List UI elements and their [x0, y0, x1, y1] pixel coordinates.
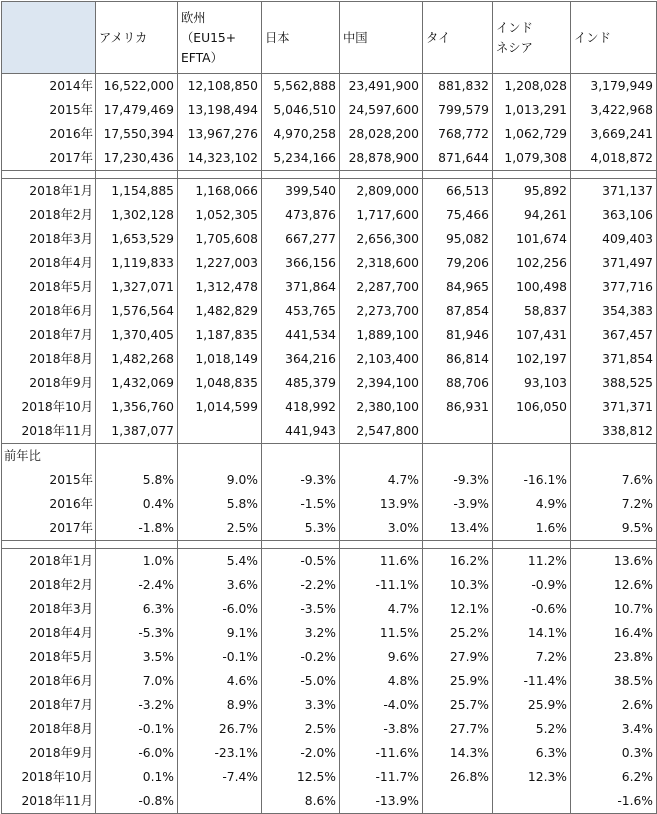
data-cell: 881,832: [423, 74, 493, 99]
yoy-monthly-row: [2, 573, 657, 597]
data-cell: 5,234,166: [262, 146, 340, 171]
yoy-monthly-row: [2, 645, 657, 669]
spacer-cell: [493, 541, 571, 549]
data-cell: 4.6%: [178, 669, 262, 693]
spacer-cell: [262, 541, 340, 549]
row-label: 2018年2月: [2, 573, 96, 597]
row-label: 2018年2月: [2, 203, 96, 227]
data-cell: 7.2%: [571, 492, 657, 516]
data-cell: 1,014,599: [178, 395, 262, 419]
data-cell: 1,013,291: [493, 98, 571, 122]
data-cell: 106,050: [493, 395, 571, 419]
data-cell: 3,669,241: [571, 122, 657, 146]
data-cell: -2.2%: [262, 573, 340, 597]
row-label: 2018年10月: [2, 395, 96, 419]
data-cell: 28,028,200: [340, 122, 423, 146]
data-cell: 26.8%: [423, 765, 493, 789]
data-cell: 25.9%: [423, 669, 493, 693]
spacer-cell: [493, 171, 571, 179]
column-header: タイ: [423, 2, 493, 74]
data-cell: 84,965: [423, 275, 493, 299]
data-cell: 27.9%: [423, 645, 493, 669]
spacer-cell: [340, 541, 423, 549]
data-cell: 1,018,149: [178, 347, 262, 371]
data-cell: 5.3%: [262, 516, 340, 541]
data-cell: 2.5%: [262, 717, 340, 741]
monthly-row: [2, 371, 657, 395]
yoy-monthly-row: [2, 621, 657, 645]
data-cell: 3.5%: [96, 645, 178, 669]
data-cell: 107,431: [493, 323, 571, 347]
data-cell: 363,106: [571, 203, 657, 227]
data-cell: 0.3%: [571, 741, 657, 765]
data-cell: 1,653,529: [96, 227, 178, 251]
row-label: 2017年: [2, 516, 96, 541]
data-cell: 2,809,000: [340, 179, 423, 204]
data-cell: 3,179,949: [571, 74, 657, 99]
monthly-row: [2, 419, 657, 444]
data-cell: 2,318,600: [340, 251, 423, 275]
data-cell: 66,513: [423, 179, 493, 204]
spacer-cell: [262, 171, 340, 179]
data-cell: 6.3%: [96, 597, 178, 621]
data-cell: -0.1%: [178, 645, 262, 669]
data-cell: -11.1%: [340, 573, 423, 597]
yoy-section-label: 前年比: [2, 444, 96, 469]
data-cell: -3.2%: [96, 693, 178, 717]
row-label: 2018年9月: [2, 741, 96, 765]
data-cell: 79,206: [423, 251, 493, 275]
data-cell: 1,576,564: [96, 299, 178, 323]
spacer-cell: [96, 171, 178, 179]
data-cell: 5.2%: [493, 717, 571, 741]
data-cell: 388,525: [571, 371, 657, 395]
data-cell: 13,198,494: [178, 98, 262, 122]
annual-row: [2, 146, 657, 171]
data-cell: 418,992: [262, 395, 340, 419]
data-cell: -1.6%: [571, 789, 657, 814]
data-cell: 1,312,478: [178, 275, 262, 299]
data-cell: 1,482,829: [178, 299, 262, 323]
data-cell: 1,052,305: [178, 203, 262, 227]
column-header: 中国: [340, 2, 423, 74]
data-cell: 1,119,833: [96, 251, 178, 275]
data-cell: -2.4%: [96, 573, 178, 597]
data-cell: 485,379: [262, 371, 340, 395]
data-cell: 9.5%: [571, 516, 657, 541]
data-cell: 371,854: [571, 347, 657, 371]
data-cell: 5.4%: [178, 549, 262, 574]
data-cell: 1,432,069: [96, 371, 178, 395]
spacer-cell: [178, 171, 262, 179]
data-cell: -0.5%: [262, 549, 340, 574]
row-label: 2018年5月: [2, 275, 96, 299]
data-cell: 1,062,729: [493, 122, 571, 146]
row-label: 2018年8月: [2, 347, 96, 371]
data-cell: 3.0%: [340, 516, 423, 541]
data-cell: 5.8%: [178, 492, 262, 516]
row-label: 2018年11月: [2, 789, 96, 814]
yoy-monthly-row: [2, 789, 657, 814]
data-cell: 1,168,066: [178, 179, 262, 204]
monthly-row: [2, 275, 657, 299]
data-cell: 371,371: [571, 395, 657, 419]
yoy-monthly-row: [2, 549, 657, 574]
data-cell: -5.0%: [262, 669, 340, 693]
data-cell: 87,854: [423, 299, 493, 323]
data-cell: -0.6%: [493, 597, 571, 621]
yoy-monthly-row: [2, 717, 657, 741]
data-cell: 0.4%: [96, 492, 178, 516]
data-cell: 473,876: [262, 203, 340, 227]
data-cell: -3.5%: [262, 597, 340, 621]
empty-cell: [340, 444, 423, 469]
row-label: 2018年4月: [2, 251, 96, 275]
header-row: [2, 2, 657, 74]
data-cell: 5,562,888: [262, 74, 340, 99]
data-cell: 10.7%: [571, 597, 657, 621]
monthly-row: [2, 395, 657, 419]
data-cell: 25.9%: [493, 693, 571, 717]
data-cell: 101,674: [493, 227, 571, 251]
data-cell: 13.9%: [340, 492, 423, 516]
data-cell: 2.5%: [178, 516, 262, 541]
yoy-monthly-row: [2, 597, 657, 621]
row-label: 2018年10月: [2, 765, 96, 789]
empty-cell: [178, 444, 262, 469]
spacer-row: [2, 171, 657, 179]
data-cell: -13.9%: [340, 789, 423, 814]
yoy-monthly-row: [2, 765, 657, 789]
data-cell: 1,048,835: [178, 371, 262, 395]
row-label: 2018年8月: [2, 717, 96, 741]
data-cell: 23,491,900: [340, 74, 423, 99]
row-label: 2018年4月: [2, 621, 96, 645]
data-cell: 1,079,308: [493, 146, 571, 171]
data-cell: 409,403: [571, 227, 657, 251]
data-cell: 377,716: [571, 275, 657, 299]
spacer-cell: [571, 541, 657, 549]
data-cell: 1,154,885: [96, 179, 178, 204]
data-cell: 366,156: [262, 251, 340, 275]
data-cell: 4.7%: [340, 468, 423, 492]
data-cell: 1,187,835: [178, 323, 262, 347]
monthly-row: [2, 299, 657, 323]
spacer-cell: [178, 541, 262, 549]
data-cell: [423, 419, 493, 444]
data-cell: 81,946: [423, 323, 493, 347]
data-cell: 364,216: [262, 347, 340, 371]
data-cell: 371,497: [571, 251, 657, 275]
data-cell: 871,644: [423, 146, 493, 171]
data-cell: 7.2%: [493, 645, 571, 669]
data-cell: 441,534: [262, 323, 340, 347]
data-cell: 7.0%: [96, 669, 178, 693]
row-label: 2018年6月: [2, 669, 96, 693]
data-cell: 14.1%: [493, 621, 571, 645]
data-cell: 399,540: [262, 179, 340, 204]
data-cell: 1,482,268: [96, 347, 178, 371]
data-cell: 9.0%: [178, 468, 262, 492]
data-cell: 3,422,968: [571, 98, 657, 122]
spacer-cell: [2, 171, 96, 179]
empty-cell: [262, 444, 340, 469]
data-cell: 1,705,608: [178, 227, 262, 251]
data-cell: 7.6%: [571, 468, 657, 492]
data-cell: 10.3%: [423, 573, 493, 597]
data-cell: -9.3%: [423, 468, 493, 492]
data-cell: 102,256: [493, 251, 571, 275]
data-cell: 12,108,850: [178, 74, 262, 99]
annual-row: [2, 74, 657, 99]
data-cell: 16.2%: [423, 549, 493, 574]
row-label: 2014年: [2, 74, 96, 99]
data-cell: -0.1%: [96, 717, 178, 741]
data-cell: 24,597,600: [340, 98, 423, 122]
data-cell: 28,878,900: [340, 146, 423, 171]
data-cell: 14.3%: [423, 741, 493, 765]
corner-cell: [2, 2, 96, 74]
data-cell: -11.4%: [493, 669, 571, 693]
data-cell: [423, 789, 493, 814]
data-cell: 95,082: [423, 227, 493, 251]
data-cell: -11.6%: [340, 741, 423, 765]
spacer-cell: [340, 171, 423, 179]
vehicle-sales-table: [1, 1, 657, 814]
column-header: 日本: [262, 2, 340, 74]
data-cell: 441,943: [262, 419, 340, 444]
data-cell: 9.6%: [340, 645, 423, 669]
data-cell: 2,103,400: [340, 347, 423, 371]
row-label: 2018年9月: [2, 371, 96, 395]
row-label: 2018年7月: [2, 693, 96, 717]
yoy-monthly-row: [2, 741, 657, 765]
data-cell: 6.2%: [571, 765, 657, 789]
data-cell: 2,380,100: [340, 395, 423, 419]
column-header: インド ネシア: [493, 2, 571, 74]
data-cell: [493, 789, 571, 814]
data-cell: 2,287,700: [340, 275, 423, 299]
data-cell: [493, 419, 571, 444]
data-cell: 2,273,700: [340, 299, 423, 323]
data-cell: 2,656,300: [340, 227, 423, 251]
row-label: 2018年5月: [2, 645, 96, 669]
data-cell: 75,466: [423, 203, 493, 227]
monthly-row: [2, 227, 657, 251]
data-cell: 4,018,872: [571, 146, 657, 171]
row-label: 2018年6月: [2, 299, 96, 323]
data-cell: 4.7%: [340, 597, 423, 621]
data-cell: 23.8%: [571, 645, 657, 669]
data-cell: 12.5%: [262, 765, 340, 789]
data-cell: -1.8%: [96, 516, 178, 541]
data-cell: 367,457: [571, 323, 657, 347]
data-cell: 13.6%: [571, 549, 657, 574]
data-cell: 1,208,028: [493, 74, 571, 99]
data-cell: 86,931: [423, 395, 493, 419]
row-label: 2018年7月: [2, 323, 96, 347]
yoy-annual-row: [2, 516, 657, 541]
data-cell: 8.6%: [262, 789, 340, 814]
data-cell: -6.0%: [96, 741, 178, 765]
data-cell: -9.3%: [262, 468, 340, 492]
data-cell: 1,717,600: [340, 203, 423, 227]
data-cell: 93,103: [493, 371, 571, 395]
yoy-annual-row: [2, 468, 657, 492]
data-cell: 102,197: [493, 347, 571, 371]
data-cell: 4.8%: [340, 669, 423, 693]
spacer-cell: [571, 171, 657, 179]
data-cell: -3.8%: [340, 717, 423, 741]
yoy-monthly-row: [2, 669, 657, 693]
data-cell: [178, 419, 262, 444]
data-cell: 12.6%: [571, 573, 657, 597]
data-cell: 371,137: [571, 179, 657, 204]
monthly-row: [2, 347, 657, 371]
data-cell: 100,498: [493, 275, 571, 299]
data-cell: 13,967,276: [178, 122, 262, 146]
annual-row: [2, 122, 657, 146]
data-cell: 338,812: [571, 419, 657, 444]
data-cell: 3.4%: [571, 717, 657, 741]
row-label: 2018年3月: [2, 227, 96, 251]
data-cell: -1.5%: [262, 492, 340, 516]
data-cell: -6.0%: [178, 597, 262, 621]
data-cell: -11.7%: [340, 765, 423, 789]
data-cell: 371,864: [262, 275, 340, 299]
data-cell: 11.5%: [340, 621, 423, 645]
data-cell: -5.3%: [96, 621, 178, 645]
empty-cell: [96, 444, 178, 469]
data-cell: 12.3%: [493, 765, 571, 789]
annual-row: [2, 98, 657, 122]
data-cell: 2.6%: [571, 693, 657, 717]
row-label: 2016年: [2, 492, 96, 516]
data-cell: -7.4%: [178, 765, 262, 789]
data-cell: -4.0%: [340, 693, 423, 717]
data-cell: 1,387,077: [96, 419, 178, 444]
yoy-monthly-row: [2, 693, 657, 717]
data-cell: 17,479,469: [96, 98, 178, 122]
yoy-label-row: [2, 444, 657, 469]
monthly-row: [2, 203, 657, 227]
column-header: インド: [571, 2, 657, 74]
monthly-row: [2, 179, 657, 204]
data-cell: -0.9%: [493, 573, 571, 597]
data-cell: 16,522,000: [96, 74, 178, 99]
data-cell: 86,814: [423, 347, 493, 371]
data-cell: 3.2%: [262, 621, 340, 645]
column-header: アメリカ: [96, 2, 178, 74]
data-cell: 453,765: [262, 299, 340, 323]
row-label: 2018年1月: [2, 179, 96, 204]
data-cell: 1,302,128: [96, 203, 178, 227]
data-cell: 1,327,071: [96, 275, 178, 299]
data-cell: 17,230,436: [96, 146, 178, 171]
data-cell: 58,837: [493, 299, 571, 323]
data-cell: -16.1%: [493, 468, 571, 492]
data-cell: 13.4%: [423, 516, 493, 541]
row-label: 2018年11月: [2, 419, 96, 444]
data-cell: -0.8%: [96, 789, 178, 814]
data-cell: -0.2%: [262, 645, 340, 669]
data-cell: 95,892: [493, 179, 571, 204]
spacer-cell: [423, 171, 493, 179]
empty-cell: [423, 444, 493, 469]
data-cell: -23.1%: [178, 741, 262, 765]
data-cell: 88,706: [423, 371, 493, 395]
spacer-cell: [423, 541, 493, 549]
row-label: 2015年: [2, 98, 96, 122]
data-cell: -2.0%: [262, 741, 340, 765]
row-label: 2016年: [2, 122, 96, 146]
data-cell: 1,227,003: [178, 251, 262, 275]
data-cell: 6.3%: [493, 741, 571, 765]
data-cell: 14,323,102: [178, 146, 262, 171]
data-cell: 25.7%: [423, 693, 493, 717]
row-label: 2018年3月: [2, 597, 96, 621]
data-cell: 4,970,258: [262, 122, 340, 146]
data-cell: 4.9%: [493, 492, 571, 516]
empty-cell: [571, 444, 657, 469]
data-cell: 1,370,405: [96, 323, 178, 347]
spacer-cell: [2, 541, 96, 549]
data-cell: 667,277: [262, 227, 340, 251]
data-cell: 5,046,510: [262, 98, 340, 122]
data-cell: 26.7%: [178, 717, 262, 741]
monthly-row: [2, 323, 657, 347]
empty-cell: [493, 444, 571, 469]
data-cell: 354,383: [571, 299, 657, 323]
data-cell: 2,394,100: [340, 371, 423, 395]
data-cell: 1,356,760: [96, 395, 178, 419]
monthly-row: [2, 251, 657, 275]
spacer-row: [2, 541, 657, 549]
yoy-annual-row: [2, 492, 657, 516]
data-cell: 11.2%: [493, 549, 571, 574]
data-cell: -3.9%: [423, 492, 493, 516]
data-cell: 25.2%: [423, 621, 493, 645]
data-cell: 0.1%: [96, 765, 178, 789]
data-cell: 1,889,100: [340, 323, 423, 347]
data-cell: 799,579: [423, 98, 493, 122]
row-label: 2017年: [2, 146, 96, 171]
data-cell: 3.3%: [262, 693, 340, 717]
row-label: 2018年1月: [2, 549, 96, 574]
data-cell: 1.0%: [96, 549, 178, 574]
data-cell: 17,550,394: [96, 122, 178, 146]
data-cell: 27.7%: [423, 717, 493, 741]
data-cell: 16.4%: [571, 621, 657, 645]
data-cell: 94,261: [493, 203, 571, 227]
column-header: 欧州 （EU15+ EFTA）: [178, 2, 262, 74]
data-cell: 12.1%: [423, 597, 493, 621]
data-cell: 768,772: [423, 122, 493, 146]
data-cell: [178, 789, 262, 814]
data-cell: 5.8%: [96, 468, 178, 492]
data-cell: 38.5%: [571, 669, 657, 693]
data-cell: 11.6%: [340, 549, 423, 574]
row-label: 2015年: [2, 468, 96, 492]
data-cell: 2,547,800: [340, 419, 423, 444]
data-cell: 3.6%: [178, 573, 262, 597]
spacer-cell: [96, 541, 178, 549]
data-cell: 8.9%: [178, 693, 262, 717]
data-cell: 9.1%: [178, 621, 262, 645]
data-cell: 1.6%: [493, 516, 571, 541]
